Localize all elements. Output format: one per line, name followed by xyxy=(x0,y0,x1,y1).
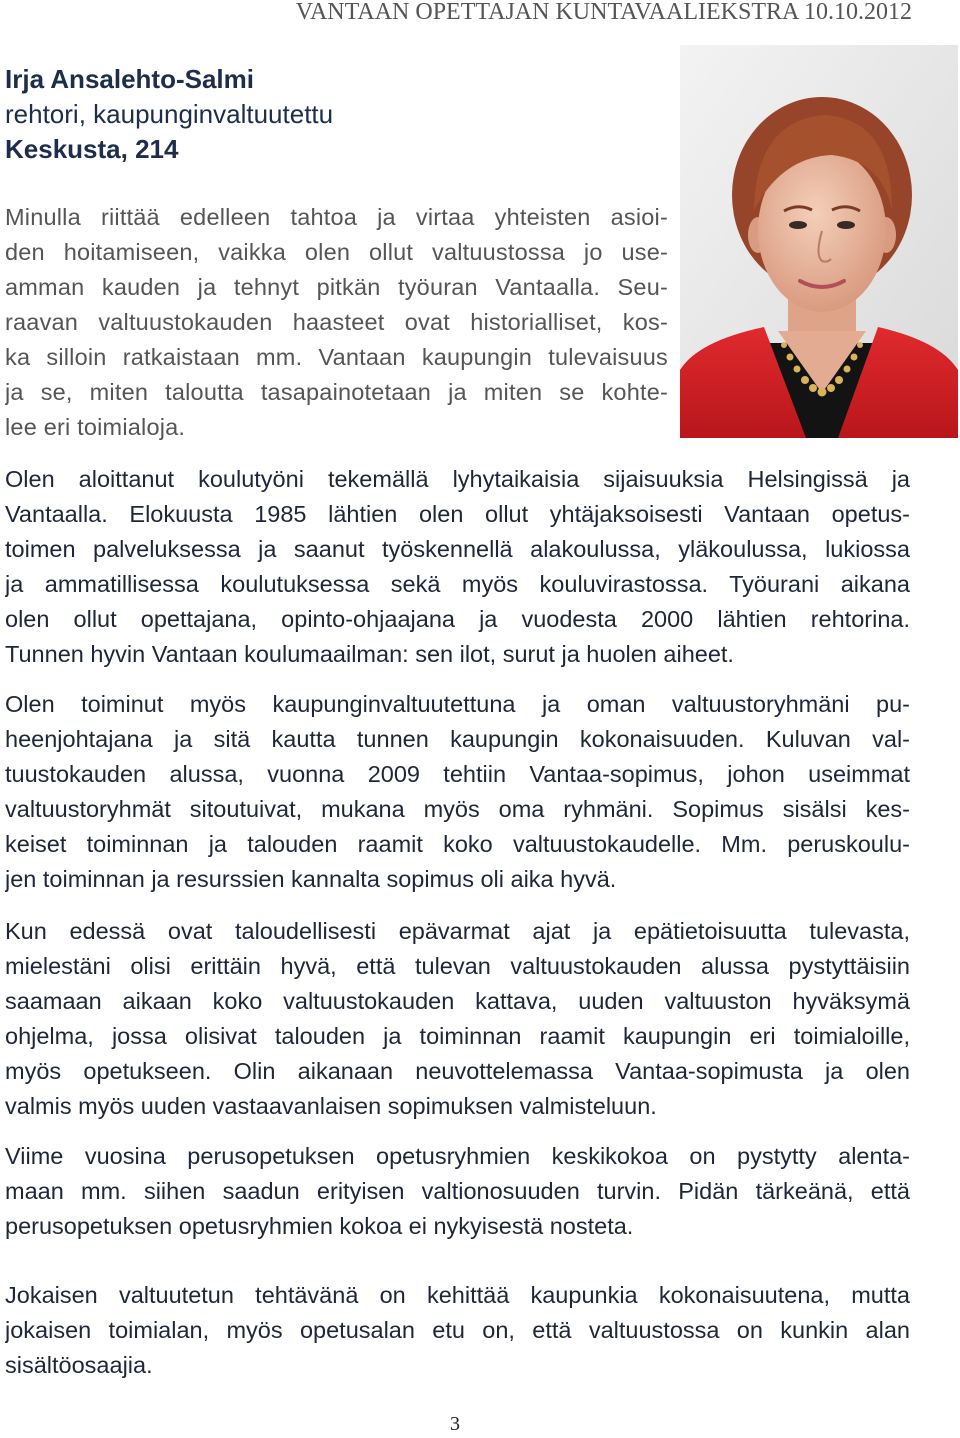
text-line: valmis myös uuden vastaavanlaisen sopimuksen valmisteluun. xyxy=(5,1093,657,1119)
text-line: Jokaisen valtuutetun tehtävänä on kehittää kaupunkia kokonaisuutena, mutta xyxy=(5,1282,910,1308)
text-line: olen ollut opettajana, opinto-ohjaajana ja vuodesta 2000 lähtien rehtorina. xyxy=(5,606,910,632)
text-line: ka silloin ratkaistaan mm. Vantaan kaupungin tulevaisuus xyxy=(5,344,668,370)
candidate-party-number: Keskusta, 214 xyxy=(5,134,179,164)
text-line: keiset toiminnan ja talouden raamit koko valtuustokaudelle. Mm. peruskoulu- xyxy=(5,831,910,857)
text-line: ohjelma, jossa olisivat talouden ja toiminnan raamit kaupungin eri toimialoille, xyxy=(5,1023,910,1049)
text-line: perusopetuksen opetusryhmien kokoa ei nykyisestä nosteta. xyxy=(5,1213,634,1239)
text-line: ja ammatillisessa koulutuksessa sekä myös kouluvirastossa. Työurani aikana xyxy=(5,571,910,597)
intro-paragraph xyxy=(5,200,668,445)
body-paragraph xyxy=(5,687,910,897)
text-line: sisältöosaajia. xyxy=(5,1352,153,1378)
text-line: maan mm. siihen saadun erityisen valtionosuuden turvin. Pidän tärkeänä, että xyxy=(5,1178,910,1204)
text-line: toimen palveluksessa ja saanut työskennellä alakoulussa, yläkoulussa, lukiossa xyxy=(5,536,910,562)
text-line: Olen aloittanut koulutyöni tekemällä lyhytaikaisia sijaisuuksia Helsingissä ja xyxy=(5,466,910,492)
candidate-name: Irja Ansalehto-Salmi xyxy=(5,64,254,94)
candidate-portrait xyxy=(680,45,958,438)
text-line: den hoitamiseen, vaikka olen ollut valtuustossa jo use- xyxy=(5,239,668,265)
text-line: jokaisen toimialan, myös opetusalan etu on, että valtuustossa on kunkin alan xyxy=(5,1317,910,1343)
text-line: tuustokauden alussa, vuonna 2009 tehtiin Vantaa-sopimus, johon useimmat xyxy=(5,761,910,787)
text-line: jen toiminnan ja resurssien kannalta sopimus oli aika hyvä. xyxy=(5,866,617,892)
body-paragraph xyxy=(5,1139,910,1244)
text-line: Olen toiminut myös kaupunginvaltuutettuna ja oman valtuustoryhmäni pu- xyxy=(5,691,910,717)
body-paragraph xyxy=(5,914,910,1124)
newsletter-header: VANTAAN OPETTAJAN KUNTAVAALIEKSTRA 10.10.2012 xyxy=(295,0,912,25)
text-line: amman kauden ja tehnyt pitkän työuran Vantaalla. Seu- xyxy=(5,274,668,300)
text-line: Minulla riittää edelleen tahtoa ja virtaa yhteisten asioi- xyxy=(5,204,668,230)
text-line: Vantaalla. Elokuusta 1985 lähtien olen ollut yhtäjaksoisesti Vantaan opetus- xyxy=(5,501,910,527)
candidate-info xyxy=(5,62,333,167)
text-line: Tunnen hyvin Vantaan koulumaailman: sen ilot, surut ja huolen aiheet. xyxy=(5,641,734,667)
text-line: Kun edessä ovat taloudellisesti epävarmat ajat ja epätietoisuutta tulevasta, xyxy=(5,918,910,944)
text-line: raavan valtuustokauden haasteet ovat historialliset, kos- xyxy=(5,309,668,335)
body-paragraph xyxy=(5,1278,910,1383)
text-line: mielestäni olisi erittäin hyvä, että tulevan valtuustokauden alussa pystyttäisiin xyxy=(5,953,910,979)
text-line: lee eri toimialoja. xyxy=(5,414,186,440)
text-line: valtuustoryhmät sitoutuivat, mukana myös oma ryhmäni. Sopimus sisälsi kes- xyxy=(5,796,910,822)
candidate-occupation: rehtori, kaupunginvaltuutettu xyxy=(5,99,334,129)
text-line: heenjohtajana ja sitä kautta tunnen kaupungin kokonaisuuden. Kuluvan val- xyxy=(5,726,910,752)
portrait-photo xyxy=(680,45,958,438)
text-line: saamaan aikaan koko valtuustokauden kattava, uuden valtuuston hyväksymä xyxy=(5,988,910,1014)
page-number: 3 xyxy=(450,1413,460,1435)
text-line: Viime vuosina perusopetuksen opetusryhmien keskikokoa on pystytty alenta- xyxy=(5,1143,910,1169)
body-paragraph xyxy=(5,462,910,672)
text-line: myös opetukseen. Olin aikanaan neuvottelemassa Vantaa-sopimusta ja olen xyxy=(5,1058,910,1084)
text-line: ja se, miten taloutta tasapainotetaan ja miten se kohte- xyxy=(5,379,668,405)
